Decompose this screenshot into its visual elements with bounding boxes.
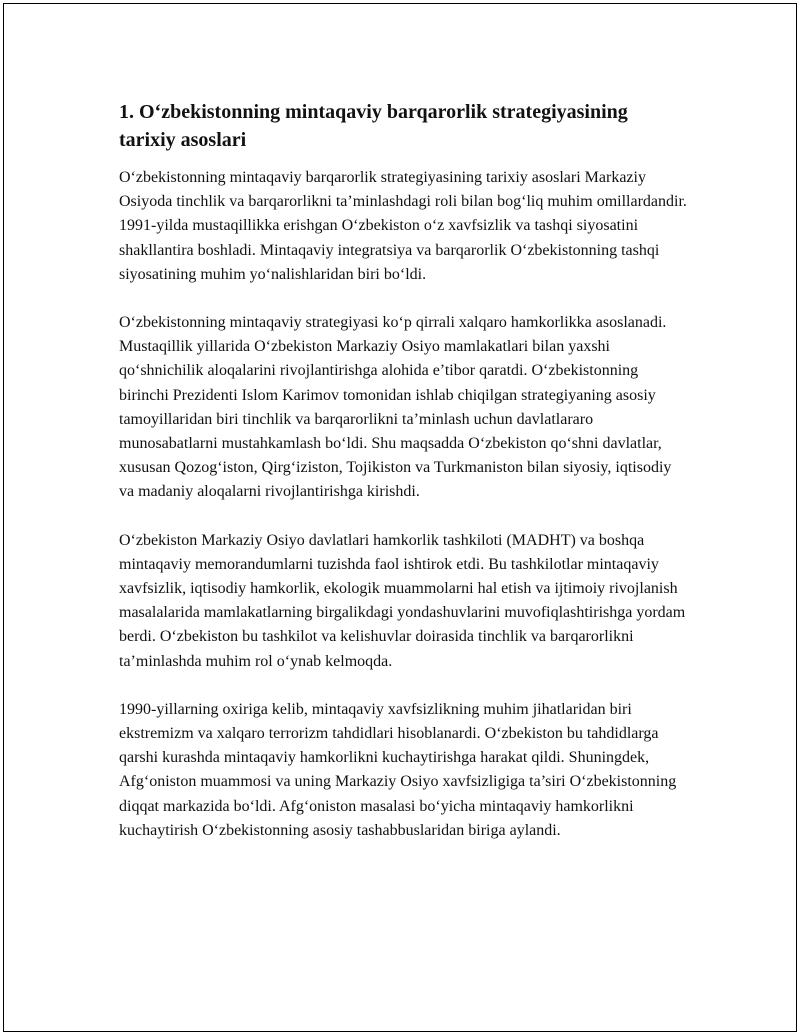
paragraph-3: O‘zbekiston Markaziy Osiyo davlatlari hamkorlik tashkiloti (MADHT) va boshqa mintaqaviy memorandumlarni tuzishda faol ishtirok etdi. Bu tashkilotlar mintaqaviy xavfsizlik, iqtisodiy hamkorlik, ekologik muammolarni hal etish va ijtimoiy rivojlanish masalalarida mamlakatlarning birgalikdagi yondashuvlarini muvofiqlashtirishga yordam berdi. O‘zbekiston bu tashkilot va kelishuvlar doirasida tinchlik va barqarorlikni ta’minlashda muhim rol o‘ynab kelmoqda. [119,531,686,670]
document-page [3,3,797,1032]
paragraph-2: O‘zbekistonning mintaqaviy strategiyasi ko‘p qirrali xalqaro hamkorlikka asoslanadi. Mustaqillik yillarida O‘zbekiston Markaziy Osiyo mamlakatlari bilan yaxshi qo‘shnichilik aloqalarini rivojlantirishga alohida e’tibor qaratdi. O‘zbekistonning birinchi Prezidenti Islom Karimov tomonidan ishlab chiqilgan strategiyaning asosiy tamoyillaridan biri tinchlik va barqarorlikni ta’minlash uchun davlatlararo munosabatlarni mustahkamlash bo‘ldi. Shu maqsadda O‘zbekiston qo‘shni davlatlar, xususan Qozog‘iston, Qirg‘iziston, Tojikiston va Turkmaniston bilan siyosiy, iqtisodiy va madaniy aloqalarni rivojlantirishga kirishdi. [119,314,672,501]
paragraph-4: 1990-yillarning oxiriga kelib, mintaqaviy xavfsizlikning muhim jihatlaridan biri ekstremizm va xalqaro terrorizm tahdidlari hisoblanardi. O‘zbekiston bu tahdidlarga qarshi kurashda mintaqaviy hamkorlikni kuchaytirishga harakat qildi. Shuningdek, Afg‘oniston muammosi va uning Markaziy Osiyo xavfsizligiga ta’siri O‘zbekistonning diqqat markazida bo‘ldi. Afg‘oniston masalasi bo‘yicha mintaqaviy hamkorlikni kuchaytirish O‘zbekistonning asosiy tashabbuslaridan biriga aylandi. [119,700,677,839]
section-heading: 1. O‘zbekistonning mintaqaviy barqarorlik strategiyasining tarixiy asoslari [119,101,628,151]
document-body [119,98,689,867]
paragraph-1: O‘zbekistonning mintaqaviy barqarorlik strategiyasining tarixiy asoslari Markaziy Osiyoda tinchlik va barqarorlikni ta’minlashdagi roli bilan bog‘liq muhim omillardandir. 1991-yilda mustaqillikka erishgan O‘zbekiston o‘z xavfsizlik va tashqi siyosatini shakllantira boshladi. Mintaqaviy integratsiya va barqarorlik O‘zbekistonning tashqi siyosatining muhim yo‘nalishlaridan biri bo‘ldi. [119,169,687,283]
